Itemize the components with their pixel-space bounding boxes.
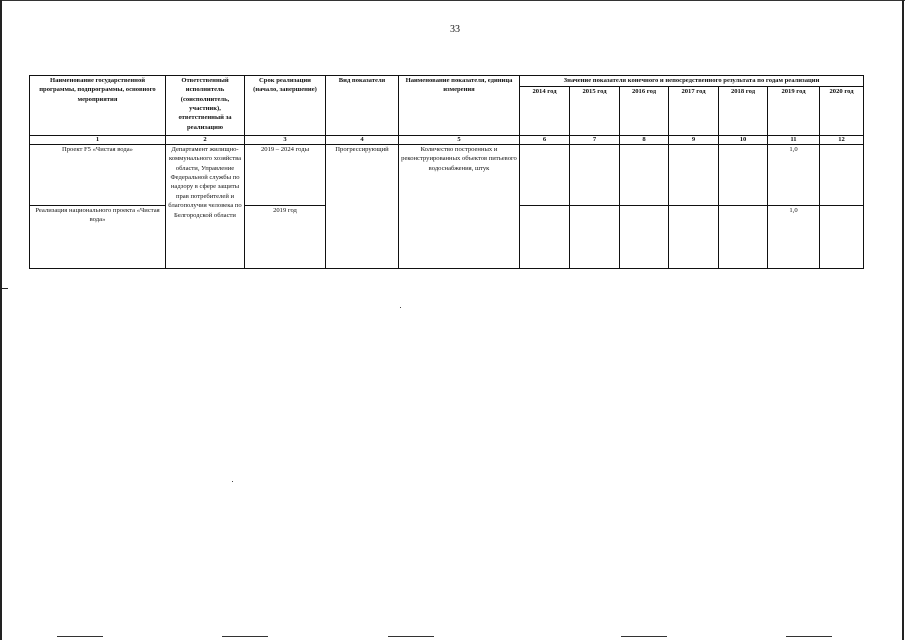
row-value-2019: 1,0 [768,145,820,206]
header-values-group: Значение показателя конечного и непосредственного результата по годам реализации [520,76,864,87]
row-value-2017 [669,206,719,269]
row-value-2015 [570,206,620,269]
scan-mark [621,636,667,637]
scan-speck [232,481,233,482]
header-period: Срок реализации (начало, завершение) [245,76,326,136]
row-responsible: Департамент жилищно-коммунального хозяйства области, Управление Федеральной службы по надзору в сфере защиты прав потребителей и благополучия человека по Белгородской области [166,145,245,269]
column-number: 11 [768,136,820,145]
header-year: 2020 год [820,87,864,136]
column-number: 3 [245,136,326,145]
indicator-table [29,75,864,269]
scan-mark [0,288,8,289]
column-number: 5 [399,136,520,145]
row-period: 2019 год [245,206,326,269]
header-year: 2017 год [669,87,719,136]
scan-mark [388,636,434,637]
scan-border-top [0,0,905,1]
row-value-2014 [520,206,570,269]
row-value-2020 [820,145,864,206]
column-number: 7 [570,136,620,145]
header-year: 2019 год [768,87,820,136]
column-number: 8 [620,136,669,145]
row-program-name: Реализация национального проекта «Чистая вода» [30,206,166,269]
header-year: 2018 год [719,87,768,136]
scan-border-left [0,0,2,640]
column-number: 9 [669,136,719,145]
column-number: 10 [719,136,768,145]
page-number: 33 [450,24,460,35]
row-indicator-type: Прогрессирующий [326,145,399,269]
scan-border-right [902,0,904,640]
row-period: 2019 – 2024 годы [245,145,326,206]
scan-speck [400,307,401,308]
row-indicator-name: Количество построенных и реконструированных объектов питьевого водоснабжения, штук [399,145,520,269]
header-year: 2016 год [620,87,669,136]
column-number: 6 [520,136,570,145]
row-value-2019: 1,0 [768,206,820,269]
row-program-name: Проект F5 «Чистая вода» [30,145,166,206]
column-number: 12 [820,136,864,145]
row-value-2016 [620,206,669,269]
row-value-2018 [719,145,768,206]
scan-mark [57,636,103,637]
scan-mark [222,636,268,637]
row-value-2020 [820,206,864,269]
column-number: 2 [166,136,245,145]
header-responsible: Ответственный исполнитель (соисполнитель, участник), ответственный за реализацию [166,76,245,136]
column-number: 1 [30,136,166,145]
table-row [30,145,864,206]
header-indicator-name: Наименование показателя, единица измерения [399,76,520,136]
header-year: 2014 год [520,87,570,136]
row-value-2017 [669,145,719,206]
row-value-2016 [620,145,669,206]
row-value-2015 [570,145,620,206]
scan-mark [786,636,832,637]
column-number: 4 [326,136,399,145]
header-row [30,76,864,87]
column-numbers-row [30,136,864,145]
row-value-2018 [719,206,768,269]
row-value-2014 [520,145,570,206]
header-program-name: Наименование государственной программы, подпрограммы, основного мероприятия [30,76,166,136]
header-indicator-type: Вид показателя [326,76,399,136]
header-year: 2015 год [570,87,620,136]
